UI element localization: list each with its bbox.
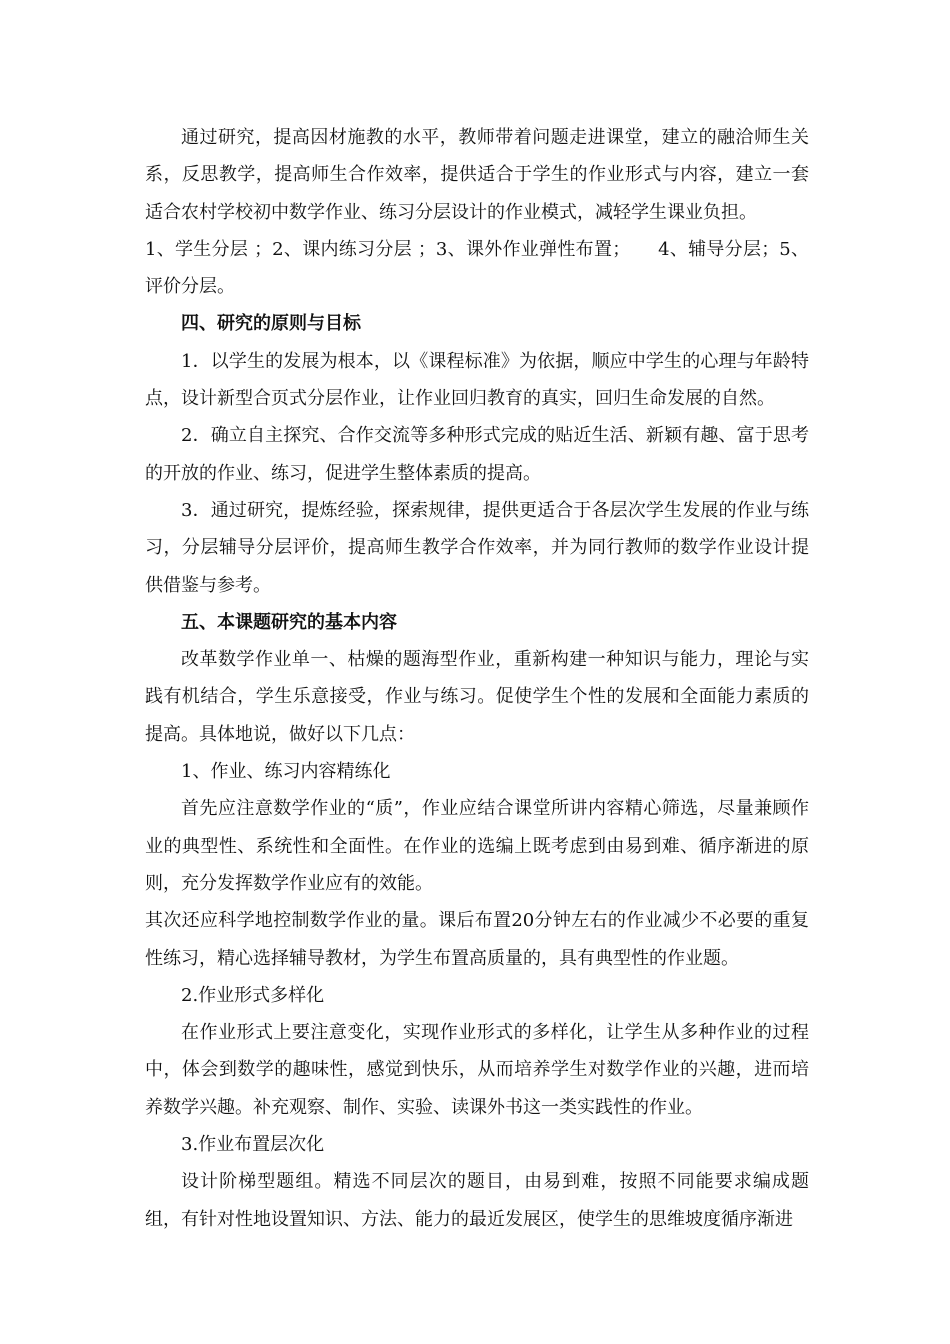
paragraph-principle-3: 3．通过研究，提炼经验，探索规律，提供更适合于各层次学生发展的作业与练习，分层辅导分层评价，提高师生教学合作效率，并为同行教师的数学作业设计提供借鉴与参考。: [145, 499, 809, 596]
subheading-refined-content: 1、作业、练习内容精练化: [181, 761, 391, 783]
paragraph-diverse-forms: 在作业形式上要注意变化，实现作业形式的多样化，让学生从多种作业的过程中，体会到数学的趣味性，感觉到快乐，从而培养学生对数学作业的兴趣，进而培养数学兴趣。补充观察、制作、实验、读课外书这一类实践性的作业。: [145, 1022, 809, 1118]
paragraph-layered-assignment: 设计阶梯型题组。精选不同层次的题目，由易到难，按照不同能要求编成题组，有针对性地设置知识、方法、能力的最近发展区，使学生的思维坡度循序渐进: [145, 1171, 809, 1230]
paragraph-principle-2: 2．确立自主探究、合作交流等多种形式完成的贴近生活、新颖有趣、富于思考的开放的作业、练习，促进学生整体素质的提高。: [145, 425, 809, 484]
paragraph-research-goals: 通过研究，提高因材施教的水平，教师带着问题走进课堂，建立的融洽师生关系，反思教学，提高师生合作效率，提供适合于学生的作业形式与内容，建立一套适合农村学校初中数学作业、练习分层设计的作业模式，减轻学生课业负担。: [145, 127, 809, 223]
paragraph-principle-1: 1．以学生的发展为根本，以《课程标准》为依据，顺应中学生的心理与年龄特点，设计新型合页式分层作业，让作业回归教育的真实，回归生命发展的自然。: [145, 350, 809, 410]
paragraph-layering-list: 1、学生分层 ；2、课内练习分层 ；3、课外作业弹性布置； 4、辅导分层；5、评价分层。: [145, 238, 809, 298]
section-heading-content: 五、本课题研究的基本内容: [181, 611, 397, 633]
paragraph-quality: 首先应注意数学作业的“质”，作业应结合课堂所讲内容精心筛选，尽量兼顾作业的典型性、系统性和全面性。在作业的选编上既考虑到由易到难、循序渐进的原则，充分发挥数学作业应有的效能。: [145, 798, 809, 894]
section-heading-principles: 四、研究的原则与目标: [181, 313, 361, 335]
paragraph-content-intro: 改革数学作业单一、枯燥的题海型作业，重新构建一种知识与能力，理论与实践有机结合，学生乐意接受，作业与练习。促使学生个性的发展和全面能力素质的提高。具体地说，做好以下几点：: [145, 649, 809, 745]
subheading-diverse-forms: 2.作业形式多样化: [181, 984, 325, 1006]
paragraph-quantity: 其次还应科学地控制数学作业的量。课后布置20分钟左右的作业减少不必要的重复性练习，精心选择辅导教材，为学生布置高质量的，具有典型性的作业题。: [145, 910, 809, 969]
document-page: [145, 119, 809, 1238]
subheading-layered-assignment: 3.作业布置层次化: [181, 1134, 325, 1156]
